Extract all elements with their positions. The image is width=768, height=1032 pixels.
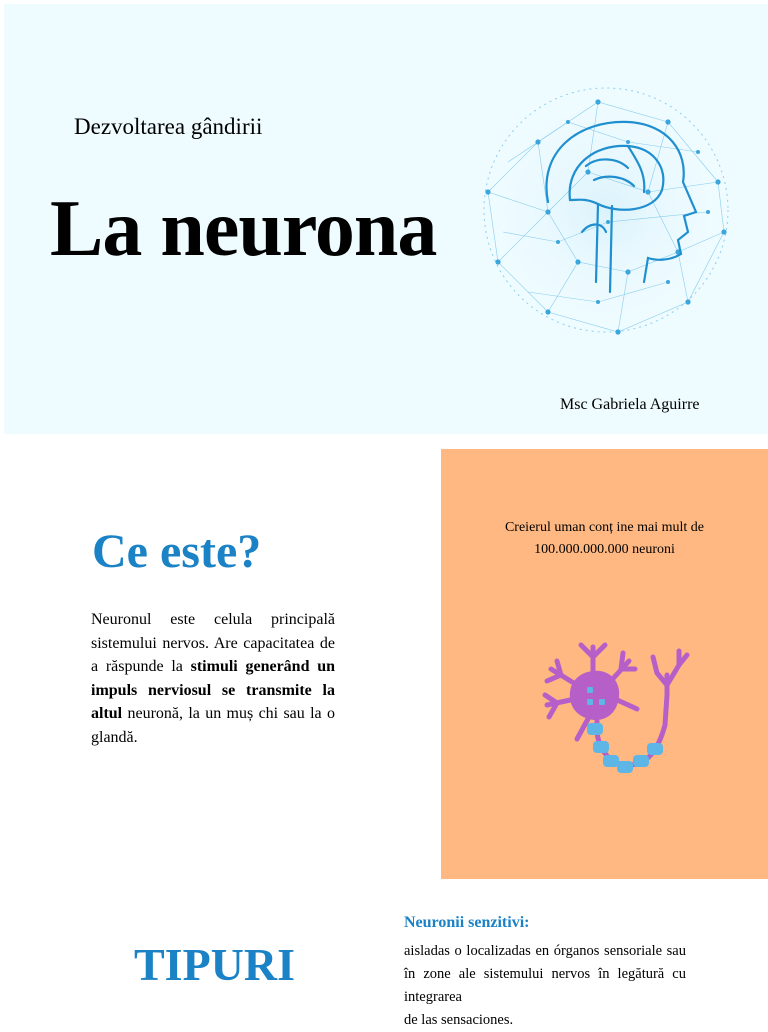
fact-count: 100.000.000.000 neuroni [534,542,675,557]
definition-text: Neuronul este celula principală sistemului nervos. Are capacitatea de a răspunde la [91,611,335,675]
fact-text [441,517,768,561]
author-name: Msc Gabriela Aguirre [560,396,700,413]
neuron-icon [537,625,697,785]
definition-text-end: neuronă, la un muș chi sau la o glandă. [91,705,335,746]
page-title: La neurona [50,185,437,273]
sensory-description-end: de las sensaciones. [404,1012,514,1028]
section-heading: Ce este? [92,525,262,578]
types-heading: TIPURI [134,939,296,990]
sensory-neurons-heading: Neuronii senzitivi: [404,914,530,931]
subtitle: Dezvoltarea gândirii [74,114,263,139]
fact-card [441,449,768,879]
fact-line: Creierul uman conț ine mai mult de [504,520,705,535]
sensory-description: aisladas o localizadas en órganos sensoriale sau în zone ale sistemului nervos în legătură cu integrarea [404,943,686,1005]
neuron-definition [91,608,335,749]
brain-network-icon [478,82,734,338]
sensory-neurons-text [404,940,686,1032]
cover-section [4,4,768,434]
definition-emphasis: stimuli generând un impuls nerviosul se transmite la altul [91,658,335,722]
